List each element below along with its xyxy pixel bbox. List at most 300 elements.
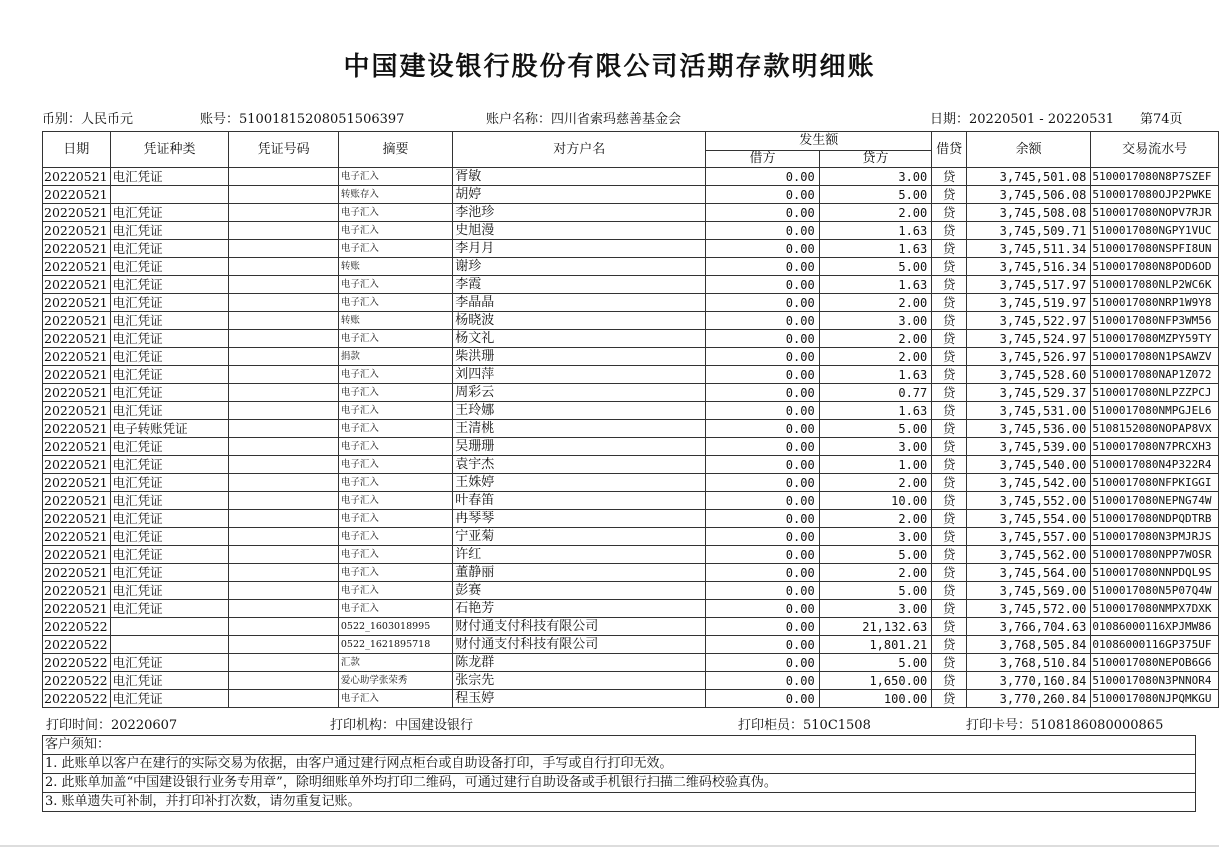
cell-date: 20220522 — [43, 690, 111, 708]
cell-summary: 电子汇入 — [338, 330, 452, 348]
cell-counterparty: 李池珍 — [453, 204, 706, 222]
header-amount: 发生额 — [706, 132, 932, 151]
cell-counterparty: 李霞 — [453, 276, 706, 294]
cell-credit: 2.00 — [819, 204, 932, 222]
cell-balance: 3,745,536.00 — [966, 420, 1090, 438]
cell-date: 20220521 — [43, 384, 111, 402]
table-row — [43, 690, 1219, 708]
cell-dc: 贷 — [932, 438, 967, 456]
cell-dc: 贷 — [932, 204, 967, 222]
cell-date: 20220521 — [43, 204, 111, 222]
cell-voucher-no — [229, 348, 339, 366]
table-row — [43, 294, 1219, 312]
cell-balance: 3,745,501.08 — [966, 168, 1090, 186]
cell-voucher-no — [229, 366, 339, 384]
cell-voucher-no — [229, 258, 339, 276]
cell-credit: 3.00 — [819, 600, 932, 618]
cell-summary: 转账存入 — [338, 186, 452, 204]
table-row — [43, 186, 1219, 204]
cell-credit: 0.77 — [819, 384, 932, 402]
cell-counterparty: 董静丽 — [453, 564, 706, 582]
cell-date: 20220521 — [43, 240, 111, 258]
cell-summary: 电子汇入 — [338, 456, 452, 474]
cell-date: 20220522 — [43, 636, 111, 654]
cell-serial: 5100017080N7PRCXH3 — [1091, 438, 1219, 456]
table-row — [43, 672, 1219, 690]
cell-debit: 0.00 — [706, 636, 819, 654]
cell-credit: 2.00 — [819, 564, 932, 582]
cell-counterparty: 张宗先 — [453, 672, 706, 690]
cell-credit: 2.00 — [819, 474, 932, 492]
cell-debit: 0.00 — [706, 294, 819, 312]
table-row — [43, 348, 1219, 366]
cell-date: 20220521 — [43, 510, 111, 528]
page-edge-divider — [0, 845, 1219, 847]
cell-date: 20220522 — [43, 654, 111, 672]
cell-voucher-type: 电汇凭证 — [110, 474, 229, 492]
cell-voucher-no — [229, 240, 339, 258]
cell-debit: 0.00 — [706, 564, 819, 582]
cell-counterparty: 王清桃 — [453, 420, 706, 438]
cell-voucher-no — [229, 654, 339, 672]
cell-serial: 5100017080NSPFI8UN — [1091, 240, 1219, 258]
cell-date: 20220521 — [43, 492, 111, 510]
table-row — [43, 438, 1219, 456]
cell-serial: 5100017080N8POD6OD — [1091, 258, 1219, 276]
cell-voucher-no — [229, 600, 339, 618]
cell-balance: 3,766,704.63 — [966, 618, 1090, 636]
cell-dc: 贷 — [932, 240, 967, 258]
table-row — [43, 492, 1219, 510]
table-row — [43, 528, 1219, 546]
cell-serial: 5100017080NEPNG74W — [1091, 492, 1219, 510]
cell-date: 20220521 — [43, 546, 111, 564]
cell-summary: 电子汇入 — [338, 438, 452, 456]
cell-counterparty: 许红 — [453, 546, 706, 564]
cell-dc: 贷 — [932, 654, 967, 672]
table-row — [43, 564, 1219, 582]
cell-voucher-no — [229, 582, 339, 600]
cell-dc: 贷 — [932, 600, 967, 618]
cell-summary: 电子汇入 — [338, 240, 452, 258]
cell-debit: 0.00 — [706, 672, 819, 690]
table-row — [43, 654, 1219, 672]
cell-counterparty: 彭赛 — [453, 582, 706, 600]
cell-date: 20220521 — [43, 294, 111, 312]
cell-balance: 3,745,540.00 — [966, 456, 1090, 474]
cell-voucher-type: 电汇凭证 — [110, 582, 229, 600]
cell-serial: 5100017080NFPKIGGI — [1091, 474, 1219, 492]
cell-voucher-no — [229, 294, 339, 312]
cell-balance: 3,745,508.08 — [966, 204, 1090, 222]
cell-counterparty: 杨文礼 — [453, 330, 706, 348]
cell-voucher-type: 电汇凭证 — [110, 276, 229, 294]
cell-credit: 1.63 — [819, 402, 932, 420]
cell-counterparty: 胡婷 — [453, 186, 706, 204]
cell-voucher-no — [229, 222, 339, 240]
cell-debit: 0.00 — [706, 348, 819, 366]
cell-dc: 贷 — [932, 294, 967, 312]
cell-debit: 0.00 — [706, 456, 819, 474]
cell-balance: 3,745,531.00 — [966, 402, 1090, 420]
cell-debit: 0.00 — [706, 654, 819, 672]
cell-serial: 01086000116XPJMW86 — [1091, 618, 1219, 636]
cell-credit: 5.00 — [819, 582, 932, 600]
cell-credit: 2.00 — [819, 294, 932, 312]
cell-summary: 电子汇入 — [338, 366, 452, 384]
cell-debit: 0.00 — [706, 240, 819, 258]
header-counterparty: 对方户名 — [453, 132, 706, 168]
customer-notice — [42, 735, 1196, 812]
cell-balance: 3,768,505.84 — [966, 636, 1090, 654]
cell-balance: 3,745,529.37 — [966, 384, 1090, 402]
cell-voucher-type: 电汇凭证 — [110, 240, 229, 258]
cell-summary: 电子汇入 — [338, 510, 452, 528]
cell-voucher-type: 电汇凭证 — [110, 312, 229, 330]
cell-debit: 0.00 — [706, 204, 819, 222]
table-row — [43, 474, 1219, 492]
cell-serial: 5100017080N8P7SZEF — [1091, 168, 1219, 186]
cell-voucher-no — [229, 438, 339, 456]
cell-serial: 5100017080N1PSAWZV — [1091, 348, 1219, 366]
cell-summary: 爱心助学张荣秀 — [338, 672, 452, 690]
cell-summary: 电子汇入 — [338, 564, 452, 582]
cell-debit: 0.00 — [706, 438, 819, 456]
header-summary: 摘要 — [338, 132, 452, 168]
ledger-table — [42, 131, 1219, 708]
cell-debit: 0.00 — [706, 222, 819, 240]
cell-counterparty: 刘四萍 — [453, 366, 706, 384]
table-row — [43, 240, 1219, 258]
cell-counterparty: 李月月 — [453, 240, 706, 258]
cell-balance: 3,745,552.00 — [966, 492, 1090, 510]
cell-credit: 5.00 — [819, 420, 932, 438]
cell-serial: 5100017080NAP1Z072 — [1091, 366, 1219, 384]
cell-balance: 3,745,572.00 — [966, 600, 1090, 618]
cell-counterparty: 袁宇杰 — [453, 456, 706, 474]
cell-credit: 2.00 — [819, 510, 932, 528]
cell-balance: 3,745,506.08 — [966, 186, 1090, 204]
cell-debit: 0.00 — [706, 600, 819, 618]
cell-serial: 5108152080NOPAP8VX — [1091, 420, 1219, 438]
cell-voucher-type: 电汇凭证 — [110, 564, 229, 582]
cell-balance: 3,745,519.97 — [966, 294, 1090, 312]
cell-voucher-no — [229, 474, 339, 492]
cell-counterparty: 吴珊珊 — [453, 438, 706, 456]
cell-dc: 贷 — [932, 672, 967, 690]
account-name: 账户名称：四川省索玛慈善基金会 — [486, 112, 682, 127]
cell-date: 20220521 — [43, 528, 111, 546]
cell-summary: 电子汇入 — [338, 384, 452, 402]
cell-dc: 贷 — [932, 546, 967, 564]
cell-balance: 3,745,539.00 — [966, 438, 1090, 456]
cell-voucher-no — [229, 690, 339, 708]
cell-summary: 转账 — [338, 258, 452, 276]
cell-voucher-type: 电汇凭证 — [110, 654, 229, 672]
cell-counterparty: 程玉婷 — [453, 690, 706, 708]
cell-dc: 贷 — [932, 384, 967, 402]
cell-date: 20220521 — [43, 168, 111, 186]
cell-credit: 3.00 — [819, 528, 932, 546]
cell-balance: 3,745,557.00 — [966, 528, 1090, 546]
cell-voucher-no — [229, 672, 339, 690]
cell-voucher-type: 电汇凭证 — [110, 330, 229, 348]
cell-voucher-no — [229, 510, 339, 528]
cell-voucher-no — [229, 168, 339, 186]
cell-credit: 100.00 — [819, 690, 932, 708]
cell-debit: 0.00 — [706, 312, 819, 330]
table-row — [43, 456, 1219, 474]
cell-voucher-type: 电汇凭证 — [110, 402, 229, 420]
cell-debit: 0.00 — [706, 546, 819, 564]
cell-date: 20220521 — [43, 582, 111, 600]
cell-dc: 贷 — [932, 528, 967, 546]
cell-dc: 贷 — [932, 312, 967, 330]
cell-voucher-no — [229, 528, 339, 546]
cell-counterparty: 陈龙群 — [453, 654, 706, 672]
cell-voucher-type: 电汇凭证 — [110, 348, 229, 366]
cell-voucher-type: 电汇凭证 — [110, 456, 229, 474]
cell-voucher-no — [229, 384, 339, 402]
cell-summary: 电子汇入 — [338, 294, 452, 312]
cell-counterparty: 柴洪珊 — [453, 348, 706, 366]
table-row — [43, 384, 1219, 402]
cell-debit: 0.00 — [706, 690, 819, 708]
header-dc: 借贷 — [932, 132, 967, 168]
table-row — [43, 366, 1219, 384]
cell-summary: 电子汇入 — [338, 222, 452, 240]
cell-credit: 10.00 — [819, 492, 932, 510]
cell-date: 20220521 — [43, 330, 111, 348]
cell-credit: 5.00 — [819, 654, 932, 672]
cell-serial: 5100017080N4P322R4 — [1091, 456, 1219, 474]
cell-balance: 3,745,509.71 — [966, 222, 1090, 240]
cell-date: 20220522 — [43, 618, 111, 636]
cell-voucher-no — [229, 546, 339, 564]
cell-credit: 1.00 — [819, 456, 932, 474]
cell-summary: 0522_1621895718 — [338, 636, 452, 654]
cell-dc: 贷 — [932, 168, 967, 186]
cell-voucher-no — [229, 276, 339, 294]
cell-date: 20220521 — [43, 276, 111, 294]
cell-summary: 电子汇入 — [338, 168, 452, 186]
cell-balance: 3,745,522.97 — [966, 312, 1090, 330]
cell-serial: 5100017080NLPZZPCJ — [1091, 384, 1219, 402]
notice-heading: 客户须知： — [43, 736, 1195, 755]
cell-summary: 电子汇入 — [338, 474, 452, 492]
table-row — [43, 204, 1219, 222]
cell-date: 20220521 — [43, 420, 111, 438]
table-row — [43, 402, 1219, 420]
cell-summary: 电子汇入 — [338, 420, 452, 438]
cell-debit: 0.00 — [706, 258, 819, 276]
cell-debit: 0.00 — [706, 510, 819, 528]
cell-voucher-type: 电汇凭证 — [110, 258, 229, 276]
cell-voucher-no — [229, 492, 339, 510]
cell-debit: 0.00 — [706, 474, 819, 492]
cell-dc: 贷 — [932, 582, 967, 600]
table-row — [43, 312, 1219, 330]
account-number: 账号：51001815208051506397 — [200, 112, 405, 127]
table-row — [43, 168, 1219, 186]
print-time: 打印时间：20220607 — [46, 718, 178, 733]
cell-balance: 3,745,517.97 — [966, 276, 1090, 294]
cell-dc: 贷 — [932, 636, 967, 654]
table-row — [43, 618, 1219, 636]
cell-counterparty: 王姝婷 — [453, 474, 706, 492]
cell-counterparty: 史旭漫 — [453, 222, 706, 240]
page-title: 中国建设银行股份有限公司活期存款明细账 — [343, 52, 876, 82]
cell-date: 20220521 — [43, 456, 111, 474]
cell-debit: 0.00 — [706, 492, 819, 510]
cell-voucher-type — [110, 636, 229, 654]
cell-summary: 电子汇入 — [338, 582, 452, 600]
cell-balance: 3,770,160.84 — [966, 672, 1090, 690]
cell-voucher-no — [229, 636, 339, 654]
currency-label: 币别：人民币元 — [42, 112, 134, 127]
cell-counterparty: 李晶晶 — [453, 294, 706, 312]
cell-voucher-type: 电子转账凭证 — [110, 420, 229, 438]
cell-serial: 5100017080NOPV7RJR — [1091, 204, 1219, 222]
header-debit: 借方 — [706, 151, 819, 168]
cell-serial: 5100017080NPP7WOSR — [1091, 546, 1219, 564]
cell-debit: 0.00 — [706, 330, 819, 348]
cell-summary: 电子汇入 — [338, 528, 452, 546]
cell-summary: 电子汇入 — [338, 276, 452, 294]
cell-credit: 2.00 — [819, 348, 932, 366]
cell-serial: 01086000116GP375UF — [1091, 636, 1219, 654]
cell-credit: 1,650.00 — [819, 672, 932, 690]
cell-voucher-type: 电汇凭证 — [110, 294, 229, 312]
cell-dc: 贷 — [932, 186, 967, 204]
cell-date: 20220521 — [43, 186, 111, 204]
cell-voucher-type — [110, 618, 229, 636]
cell-serial: 5100017080NJPQMKGU — [1091, 690, 1219, 708]
cell-balance: 3,745,562.00 — [966, 546, 1090, 564]
cell-debit: 0.00 — [706, 366, 819, 384]
cell-voucher-type: 电汇凭证 — [110, 222, 229, 240]
cell-debit: 0.00 — [706, 402, 819, 420]
table-row — [43, 258, 1219, 276]
cell-counterparty: 宁亚菊 — [453, 528, 706, 546]
table-row — [43, 276, 1219, 294]
cell-balance: 3,745,524.97 — [966, 330, 1090, 348]
cell-dc: 贷 — [932, 402, 967, 420]
cell-date: 20220521 — [43, 600, 111, 618]
header-date: 日期 — [43, 132, 111, 168]
cell-credit: 3.00 — [819, 312, 932, 330]
print-card: 打印卡号：5108186080000865 — [966, 718, 1164, 733]
cell-summary: 电子汇入 — [338, 690, 452, 708]
cell-voucher-type — [110, 186, 229, 204]
cell-credit: 5.00 — [819, 186, 932, 204]
cell-dc: 贷 — [932, 258, 967, 276]
cell-balance: 3,745,564.00 — [966, 564, 1090, 582]
cell-debit: 0.00 — [706, 384, 819, 402]
cell-date: 20220521 — [43, 366, 111, 384]
cell-summary: 转账 — [338, 312, 452, 330]
cell-balance: 3,745,526.97 — [966, 348, 1090, 366]
ledger-body — [43, 168, 1219, 708]
cell-voucher-no — [229, 312, 339, 330]
cell-dc: 贷 — [932, 690, 967, 708]
cell-date: 20220521 — [43, 438, 111, 456]
cell-balance: 3,745,528.60 — [966, 366, 1090, 384]
table-row — [43, 330, 1219, 348]
cell-serial: 5100017080NMPGJEL6 — [1091, 402, 1219, 420]
cell-voucher-type: 电汇凭证 — [110, 690, 229, 708]
cell-serial: 5100017080MZPY59TY — [1091, 330, 1219, 348]
cell-voucher-type: 电汇凭证 — [110, 672, 229, 690]
cell-counterparty: 财付通支付科技有限公司 — [453, 618, 706, 636]
cell-credit: 3.00 — [819, 168, 932, 186]
cell-summary: 电子汇入 — [338, 546, 452, 564]
cell-dc: 贷 — [932, 618, 967, 636]
cell-dc: 贷 — [932, 276, 967, 294]
header-credit: 贷方 — [819, 151, 932, 168]
cell-counterparty: 王玲娜 — [453, 402, 706, 420]
cell-dc: 贷 — [932, 456, 967, 474]
cell-date: 20220521 — [43, 474, 111, 492]
print-org: 打印机构：中国建设银行 — [330, 718, 474, 733]
table-row — [43, 222, 1219, 240]
cell-serial: 5100017080NLP2WC6K — [1091, 276, 1219, 294]
page-number: 第74页 — [1140, 112, 1183, 127]
cell-summary: 电子汇入 — [338, 402, 452, 420]
cell-date: 20220521 — [43, 348, 111, 366]
cell-debit: 0.00 — [706, 420, 819, 438]
cell-voucher-type: 电汇凭证 — [110, 204, 229, 222]
cell-voucher-type: 电汇凭证 — [110, 168, 229, 186]
cell-voucher-type: 电汇凭证 — [110, 366, 229, 384]
cell-voucher-no — [229, 564, 339, 582]
cell-serial: 5100017080N3PNNOR4 — [1091, 672, 1219, 690]
cell-summary: 电子汇入 — [338, 600, 452, 618]
cell-serial: 5100017080NFP3WM56 — [1091, 312, 1219, 330]
table-row — [43, 636, 1219, 654]
cell-date: 20220522 — [43, 672, 111, 690]
cell-counterparty: 冉琴琴 — [453, 510, 706, 528]
cell-dc: 贷 — [932, 222, 967, 240]
cell-counterparty: 石艳芳 — [453, 600, 706, 618]
cell-voucher-no — [229, 402, 339, 420]
cell-summary: 捐款 — [338, 348, 452, 366]
cell-summary: 电子汇入 — [338, 204, 452, 222]
notice-item: 3. 账单遗失可补制，并打印补打次数，请勿重复记账。 — [45, 794, 361, 809]
table-row — [43, 420, 1219, 438]
cell-voucher-no — [229, 420, 339, 438]
cell-date: 20220521 — [43, 258, 111, 276]
cell-summary: 电子汇入 — [338, 492, 452, 510]
cell-credit: 2.00 — [819, 330, 932, 348]
cell-date: 20220521 — [43, 222, 111, 240]
cell-credit: 1.63 — [819, 222, 932, 240]
header-voucher-type: 凭证种类 — [110, 132, 229, 168]
header-voucher-no: 凭证号码 — [229, 132, 339, 168]
cell-debit: 0.00 — [706, 528, 819, 546]
cell-debit: 0.00 — [706, 276, 819, 294]
cell-debit: 0.00 — [706, 618, 819, 636]
cell-credit: 21,132.63 — [819, 618, 932, 636]
cell-counterparty: 周彩云 — [453, 384, 706, 402]
cell-voucher-type: 电汇凭证 — [110, 600, 229, 618]
cell-summary: 0522_1603018995 — [338, 618, 452, 636]
cell-credit: 1,801.21 — [819, 636, 932, 654]
cell-balance: 3,745,511.34 — [966, 240, 1090, 258]
cell-voucher-no — [229, 330, 339, 348]
header-serial: 交易流水号 — [1091, 132, 1219, 168]
cell-voucher-type: 电汇凭证 — [110, 384, 229, 402]
